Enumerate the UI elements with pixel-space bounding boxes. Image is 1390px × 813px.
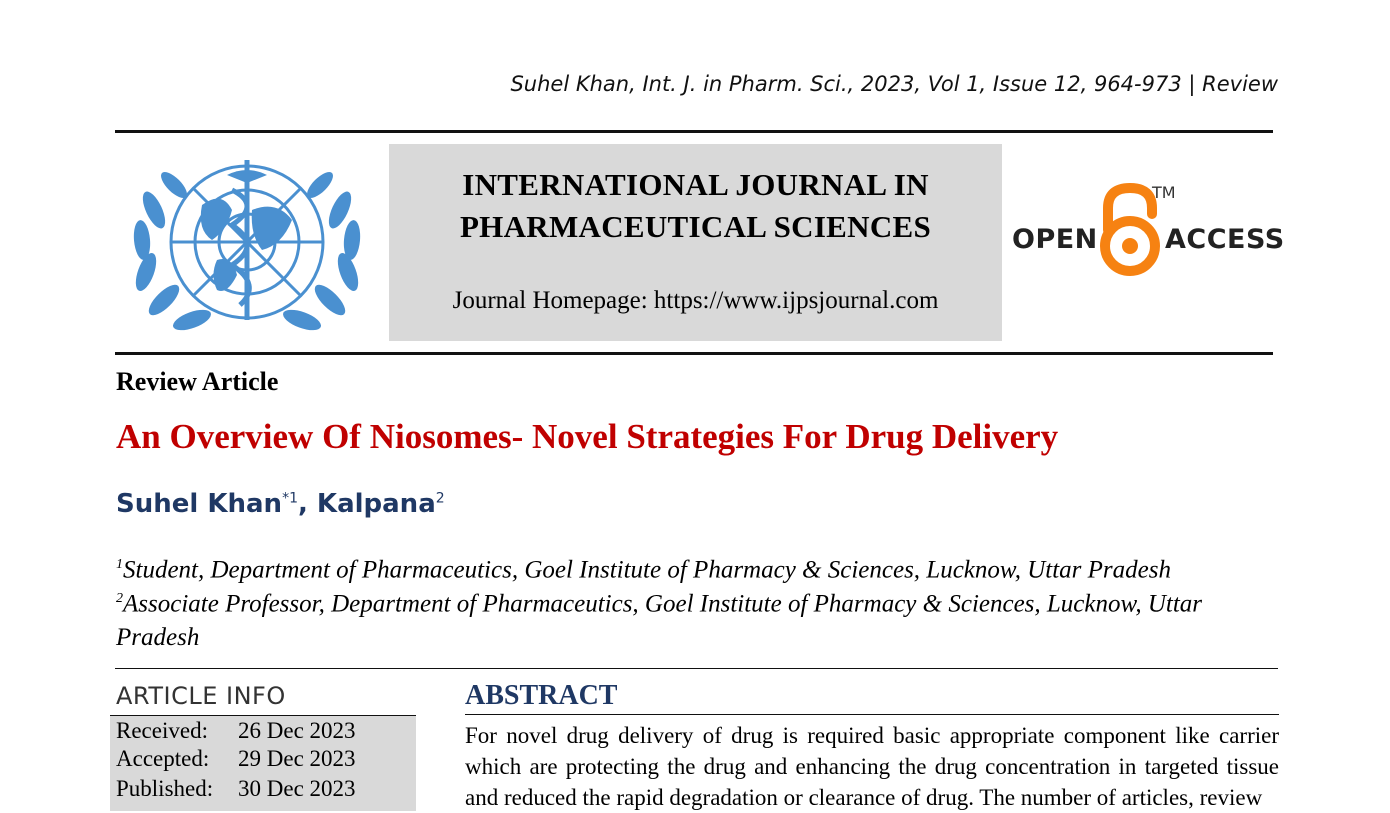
date-label: Published: — [116, 776, 214, 801]
date-value: 30 Dec 2023 — [238, 776, 356, 801]
author-mark: *1 — [282, 490, 298, 507]
affiliation-text: Associate Professor, Department of Pharmaceutics, Goel Institute of Pharmacy & Sciences, Lucknow, Uttar Pradesh — [116, 590, 1202, 652]
author-mark: 2 — [435, 490, 445, 507]
received-row — [116, 718, 356, 744]
author-name: Suhel Khan — [116, 489, 283, 519]
open-access-access-text: ACCESS — [1165, 224, 1285, 255]
citation-header: Suhel Khan, Int. J. in Pharm. Sci., 2023, Vol 1, Issue 12, 964-973 | Review — [510, 72, 1278, 96]
who-emblem-logo — [132, 150, 362, 340]
journal-title-line2: PHARMACEUTICAL SCIENCES — [459, 209, 932, 244]
abstract-text: For novel drug delivery of drug is required basic appropriate component like carrier which are protecting the drug and enhancing the drug concentration in targeted tissue and reduced the rapid degradation or clearance of drug. The number of articles, review — [465, 723, 1279, 810]
accepted-row — [116, 746, 356, 772]
article-type: Review Article — [116, 367, 279, 396]
affiliation-mark: 1 — [116, 557, 123, 572]
author-name: Kalpana — [316, 489, 436, 519]
journal-title — [389, 164, 1002, 248]
author-list — [116, 489, 445, 519]
staff-serpent-icon — [232, 160, 249, 320]
paper-title: An Overview Of Niosomes- Novel Strategies For Drug Delivery — [116, 417, 1059, 456]
article-info-box — [110, 716, 416, 811]
affiliation-mark: 2 — [116, 591, 123, 606]
date-value: 29 Dec 2023 — [238, 746, 356, 771]
section-divider — [115, 668, 1278, 669]
author-separator: , — [297, 489, 317, 519]
trademark-mark: TM — [1152, 183, 1176, 202]
article-info-heading: ARTICLE INFO — [116, 682, 286, 710]
published-row — [116, 776, 356, 802]
header-divider — [115, 352, 1273, 355]
journal-banner — [389, 144, 1002, 341]
journal-homepage[interactable]: Journal Homepage: https://www.ijpsjournal.com — [452, 287, 939, 314]
affiliation-2 — [116, 582, 1256, 655]
date-value: 26 Dec 2023 — [238, 718, 356, 743]
top-divider — [115, 130, 1273, 133]
date-label: Accepted: — [116, 746, 210, 771]
date-label: Received: — [116, 718, 208, 743]
abstract-heading: ABSTRACT — [465, 680, 618, 711]
abstract-rule — [465, 714, 1279, 715]
journal-title-line1: INTERNATIONAL JOURNAL IN — [462, 167, 929, 202]
affiliation-text: Student, Department of Pharmaceutics, Goel Institute of Pharmacy & Sciences, Lucknow, Uttar Pradesh — [123, 556, 1171, 584]
open-access-open-text: OPEN — [1012, 224, 1098, 255]
